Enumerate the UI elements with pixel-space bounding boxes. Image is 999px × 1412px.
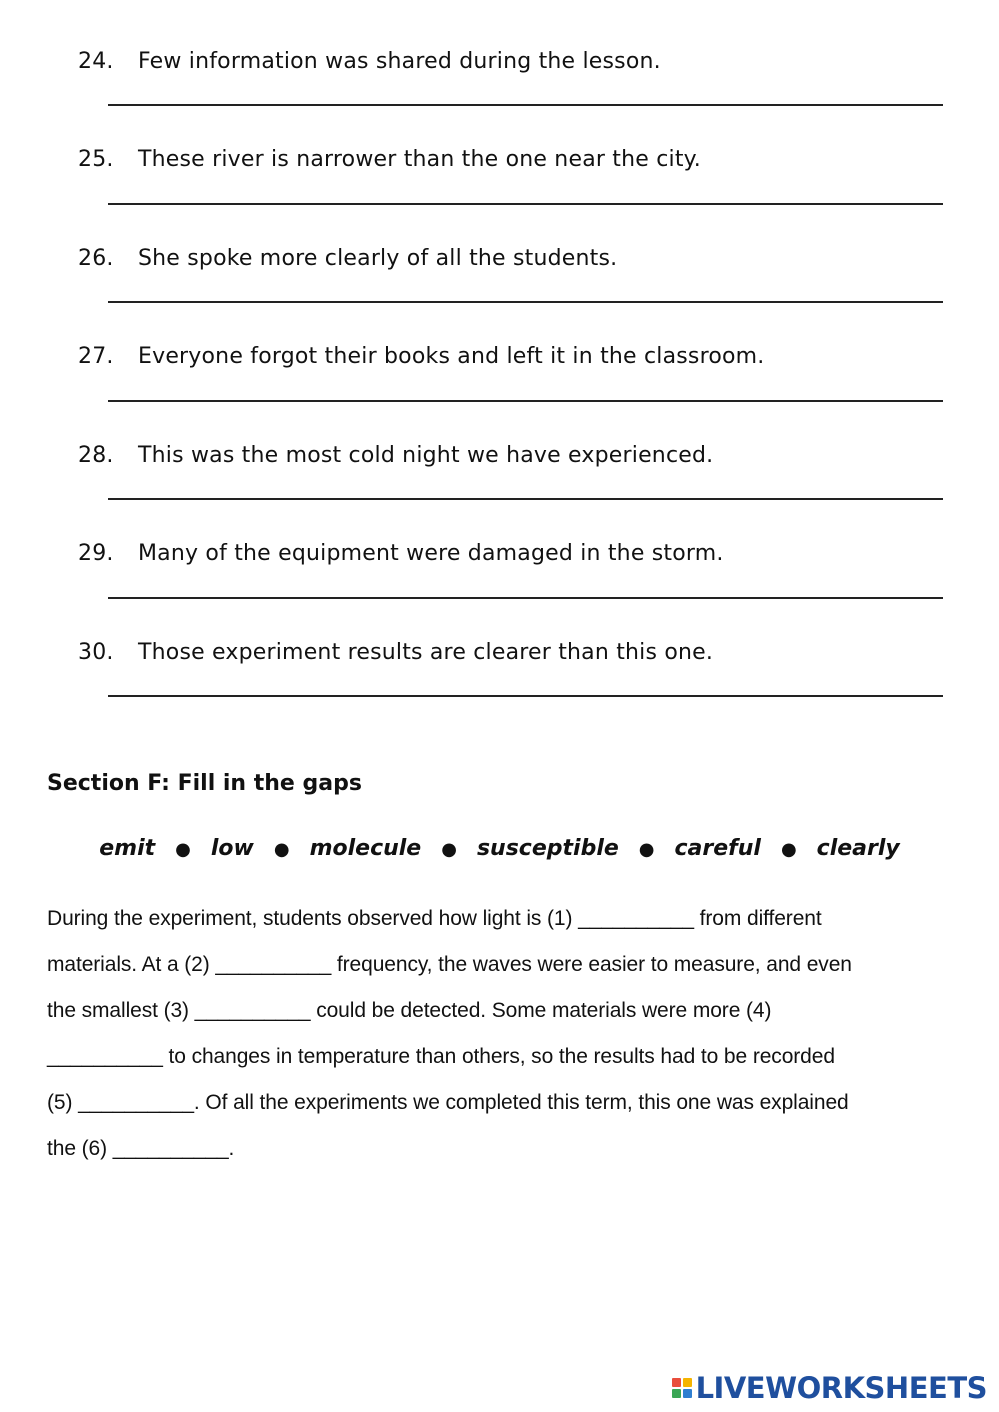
question-number: 24.: [78, 49, 114, 74]
question-number: 30.: [78, 640, 114, 665]
bullet-separator: ●: [638, 839, 655, 860]
logo-text: LIVEWORKSHEETS: [695, 1371, 987, 1405]
logo-tile: [672, 1378, 681, 1387]
question-number: 26.: [78, 246, 114, 271]
paragraph-line: materials. At a (2) __________ frequency, the waves were easier to measure, and even: [47, 953, 852, 976]
question-text: These river is narrower than the one near the city.: [138, 147, 701, 172]
bullet-separator: ●: [780, 839, 797, 860]
gap-fill-paragraph: [47, 896, 947, 1172]
question-text: Everyone forgot their books and left it in the classroom.: [138, 344, 765, 369]
answer-line-26[interactable]: [108, 301, 943, 303]
question-text: Many of the equipment were damaged in the storm.: [138, 541, 724, 566]
question-25: [78, 146, 701, 174]
question-29: [78, 540, 724, 568]
answer-line-24[interactable]: [108, 104, 943, 106]
word-bank: [47, 834, 952, 865]
paragraph-line: During the experiment, students observed how light is (1) __________ from different: [47, 907, 822, 930]
section-f-title: Section F: Fill in the gaps: [47, 771, 362, 796]
word-bank-item: clearly: [816, 836, 900, 861]
bullet-separator: ●: [175, 839, 191, 860]
answer-line-25[interactable]: [108, 203, 943, 205]
question-28: [78, 442, 713, 470]
question-text: She spoke more clearly of all the students.: [138, 246, 618, 271]
question-text: This was the most cold night we have experienced.: [138, 443, 714, 468]
word-bank-item: susceptible: [476, 836, 619, 861]
bullet-separator: ●: [273, 839, 290, 860]
logo-tile: [683, 1378, 692, 1387]
question-text: Few information was shared during the lesson.: [138, 49, 661, 74]
bullet-separator: ●: [441, 839, 457, 860]
question-24: [78, 48, 661, 76]
word-bank-item: careful: [674, 836, 761, 861]
paragraph-line: the (6) __________.: [47, 1137, 235, 1160]
word-bank-item: emit: [99, 836, 156, 861]
answer-line-30[interactable]: [108, 695, 943, 697]
question-27: [78, 343, 765, 371]
paragraph-line: __________ to changes in temperature than others, so the results had to be recorded: [47, 1045, 835, 1068]
word-bank-item: molecule: [309, 836, 422, 861]
question-26: [78, 245, 617, 273]
paragraph-line: (5) __________. Of all the experiments we completed this term, this one was explained: [47, 1091, 849, 1114]
question-number: 27.: [78, 344, 114, 369]
word-bank-item: low: [210, 836, 254, 861]
question-text: Those experiment results are clearer than this one.: [138, 640, 714, 665]
answer-line-28[interactable]: [108, 498, 943, 500]
logo-tiles-icon: [672, 1378, 692, 1398]
question-30: [78, 639, 713, 667]
logo-tile: [683, 1389, 692, 1398]
question-number: 25.: [78, 147, 114, 172]
liveworksheets-logo: [672, 1368, 987, 1408]
answer-line-27[interactable]: [108, 400, 943, 402]
question-number: 28.: [78, 443, 114, 468]
question-number: 29.: [78, 541, 114, 566]
paragraph-line: the smallest (3) __________ could be detected. Some materials were more (4): [47, 999, 772, 1022]
answer-line-29[interactable]: [108, 597, 943, 599]
logo-tile: [672, 1389, 681, 1398]
